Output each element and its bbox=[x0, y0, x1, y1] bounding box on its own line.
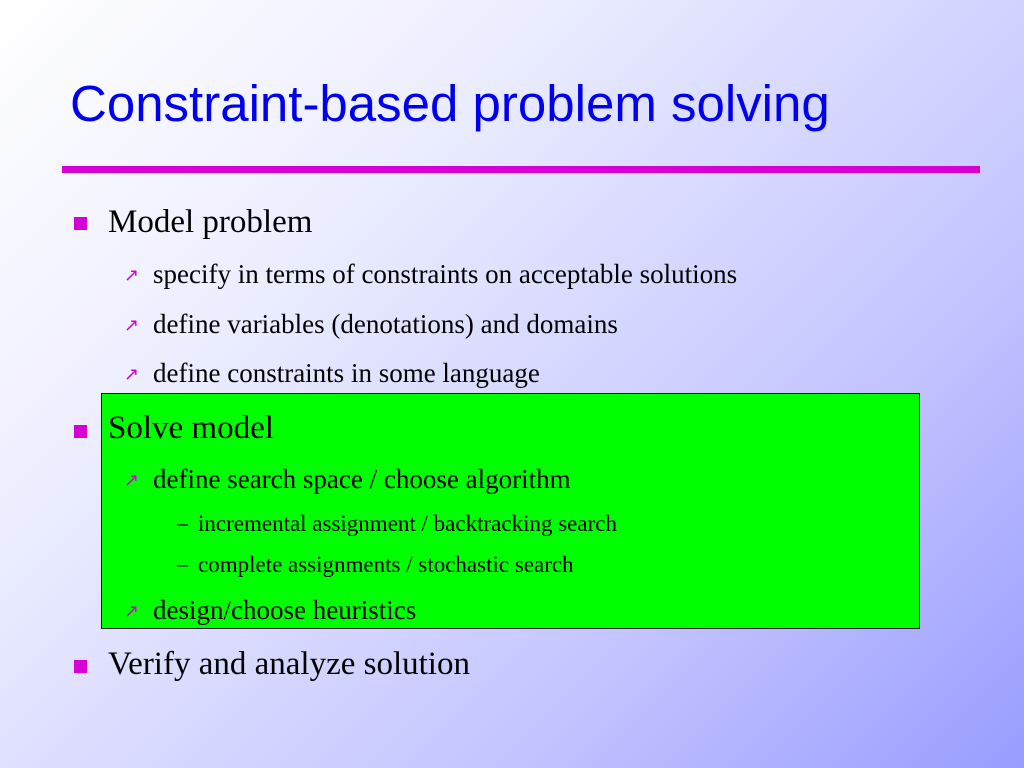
dash-bullet-icon: – bbox=[177, 551, 188, 576]
subitem-define-variables: define variables (denotations) and domains bbox=[153, 309, 618, 339]
arrow-bullet-icon: ↗ bbox=[124, 364, 140, 385]
arrow-bullet-icon: ↗ bbox=[124, 315, 140, 336]
arrow-bullet-icon: ↗ bbox=[124, 265, 140, 286]
bullet-model-problem: Model problem bbox=[108, 204, 313, 240]
subsubitem-complete: complete assignments / stochastic search bbox=[198, 552, 574, 577]
slide-title: Constraint-based problem solving bbox=[70, 75, 830, 132]
subitem-search-space: define search space / choose algorithm bbox=[153, 464, 571, 494]
bullet-solve-model: Solve model bbox=[108, 410, 274, 446]
subsubitem-incremental: incremental assignment / backtracking search bbox=[198, 511, 617, 536]
square-bullet-icon bbox=[74, 425, 87, 438]
arrow-bullet-icon: ↗ bbox=[124, 470, 140, 491]
square-bullet-icon bbox=[74, 660, 87, 673]
subitem-define-constraints: define constraints in some language bbox=[153, 358, 540, 388]
arrow-bullet-icon: ↗ bbox=[124, 601, 140, 622]
title-underline bbox=[62, 166, 980, 173]
square-bullet-icon bbox=[74, 217, 87, 230]
dash-bullet-icon: – bbox=[177, 510, 188, 535]
bullet-verify: Verify and analyze solution bbox=[108, 646, 470, 682]
subitem-heuristics: design/choose heuristics bbox=[153, 595, 417, 625]
subitem-specify-constraints: specify in terms of constraints on acceptable solutions bbox=[153, 259, 738, 289]
